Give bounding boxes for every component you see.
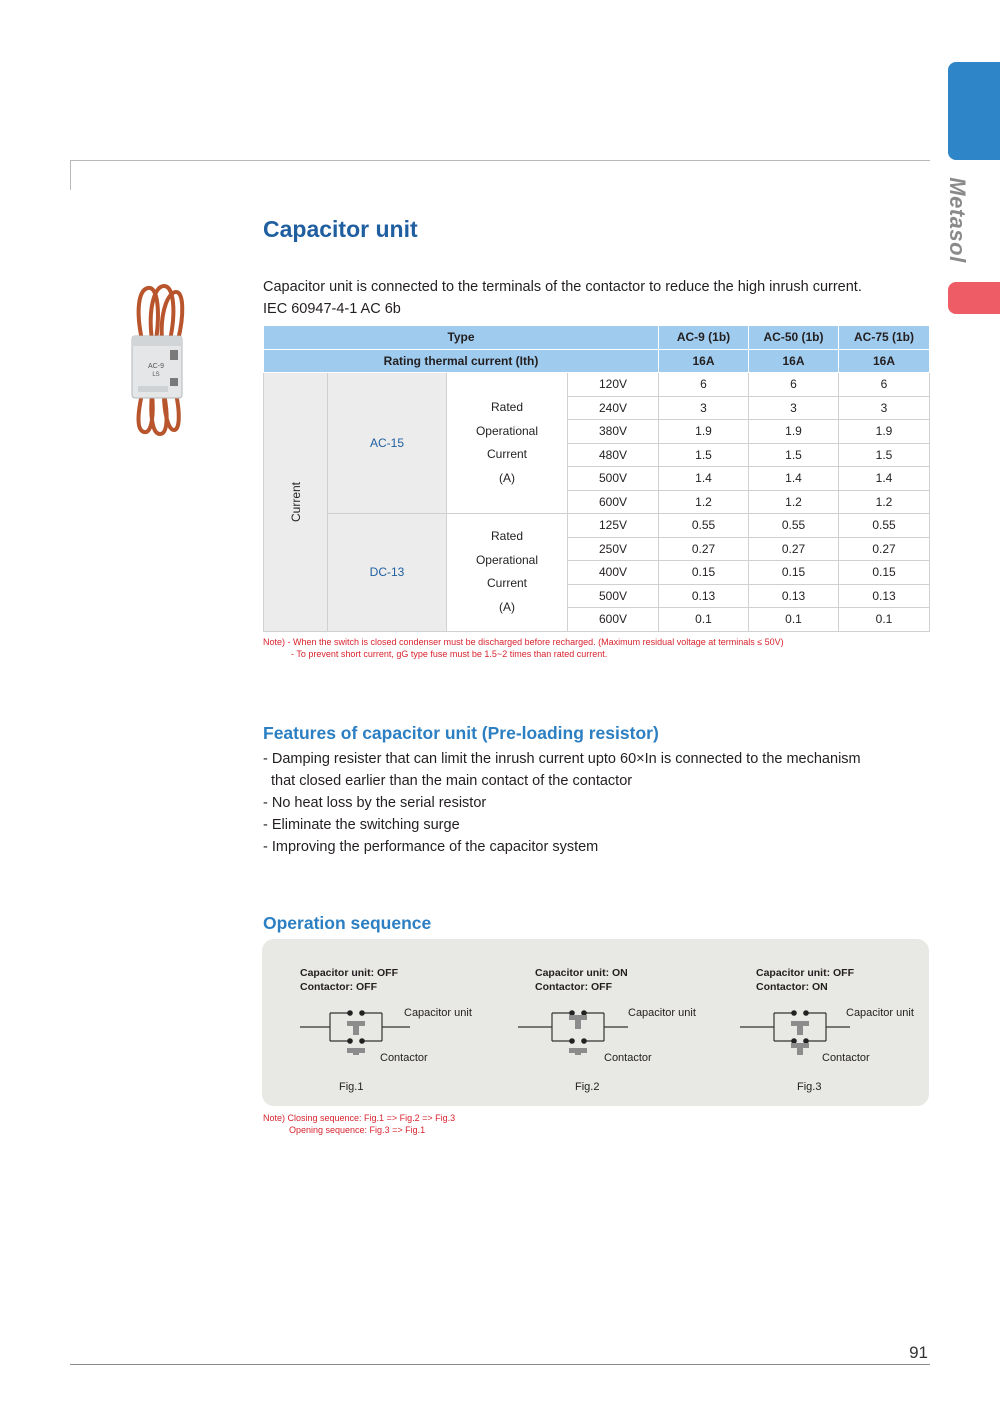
sequence-note bbox=[263, 1112, 455, 1136]
value-cell: 0.1 bbox=[659, 608, 749, 632]
figure-3 bbox=[740, 939, 960, 1106]
value-cell: 0.55 bbox=[659, 514, 749, 538]
figure-caption: Fig.2 bbox=[575, 1081, 600, 1093]
figure-2 bbox=[518, 939, 738, 1106]
desc-line: Operational bbox=[475, 552, 539, 567]
value-cell: 1.4 bbox=[839, 467, 930, 491]
voltage-cell: 600V bbox=[568, 608, 659, 632]
value-cell: 1.5 bbox=[749, 443, 839, 467]
rating-value: 16A bbox=[839, 349, 930, 373]
desc-line: (A) bbox=[499, 470, 515, 485]
dc-category: DC-13 bbox=[328, 514, 447, 632]
value-cell: 3 bbox=[839, 396, 930, 420]
model-header: AC-9 (1b) bbox=[659, 326, 749, 350]
value-cell: 0.1 bbox=[839, 608, 930, 632]
state-line: Capacitor unit: OFF bbox=[300, 967, 398, 979]
list-item: that closed earlier than the main contact of the contactor bbox=[271, 773, 633, 789]
page-number: 91 bbox=[909, 1343, 928, 1362]
value-cell: 0.27 bbox=[749, 537, 839, 561]
figure-state bbox=[300, 966, 398, 994]
desc-line: Current bbox=[486, 447, 527, 461]
value-cell: 0.15 bbox=[659, 561, 749, 585]
type-label: Type bbox=[264, 326, 659, 350]
value-cell: 0.13 bbox=[659, 584, 749, 608]
rating-value: 16A bbox=[659, 349, 749, 373]
note-line: Opening sequence: Fig.3 => Fig.1 bbox=[289, 1125, 426, 1135]
intro-text bbox=[263, 276, 862, 320]
current-label: Current bbox=[288, 481, 303, 522]
value-cell: 1.9 bbox=[749, 420, 839, 444]
value-cell: 0.55 bbox=[749, 514, 839, 538]
list-item: - Eliminate the switching surge bbox=[263, 817, 460, 833]
operation-figures-panel bbox=[262, 939, 929, 1106]
state-line: Contactor: OFF bbox=[300, 981, 377, 993]
figure-1 bbox=[300, 939, 520, 1106]
ac-category: AC-15 bbox=[328, 373, 447, 514]
list-item: - Damping resister that can limit the inrush current upto 60×In is connected to the mechanism bbox=[263, 751, 861, 767]
voltage-cell: 400V bbox=[568, 561, 659, 585]
value-cell: 6 bbox=[749, 373, 839, 397]
operation-heading: Operation sequence bbox=[263, 913, 432, 933]
list-item: - No heat loss by the serial resistor bbox=[263, 795, 487, 811]
capacitor-unit-image bbox=[118, 282, 198, 442]
voltage-cell: 500V bbox=[568, 584, 659, 608]
value-cell: 0.27 bbox=[839, 537, 930, 561]
voltage-cell: 120V bbox=[568, 373, 659, 397]
voltage-cell: 600V bbox=[568, 490, 659, 514]
list-item: - Improving the performance of the capacitor system bbox=[263, 839, 599, 855]
type-header-row bbox=[264, 326, 930, 350]
value-cell: 3 bbox=[749, 396, 839, 420]
voltage-cell: 500V bbox=[568, 467, 659, 491]
current-group-cell bbox=[264, 373, 328, 632]
voltage-cell: 250V bbox=[568, 537, 659, 561]
features-list bbox=[263, 748, 861, 858]
rating-label: Rating thermal current (Ith) bbox=[264, 349, 659, 373]
device-model-text: AC-9 bbox=[148, 363, 164, 370]
value-cell: 6 bbox=[839, 373, 930, 397]
model-header: AC-50 (1b) bbox=[749, 326, 839, 350]
desc-line: Rated bbox=[490, 400, 524, 414]
circuit-diagram bbox=[518, 1003, 628, 1055]
value-cell: 1.2 bbox=[659, 490, 749, 514]
desc-line: Current bbox=[486, 576, 527, 591]
desc-line: (A) bbox=[499, 599, 515, 614]
value-cell: 6 bbox=[659, 373, 749, 397]
value-cell: 1.5 bbox=[659, 443, 749, 467]
intro-line: IEC 60947-4-1 AC 6b bbox=[263, 301, 401, 317]
top-rule bbox=[70, 160, 930, 161]
table-row bbox=[264, 514, 930, 538]
value-cell: 1.4 bbox=[659, 467, 749, 491]
figure-state bbox=[535, 966, 628, 994]
table-note bbox=[263, 636, 784, 660]
value-cell: 0.1 bbox=[749, 608, 839, 632]
top-rule-tick bbox=[70, 160, 71, 190]
circuit-diagram bbox=[300, 1003, 410, 1055]
state-line: Capacitor unit: OFF bbox=[756, 967, 854, 979]
voltage-cell: 380V bbox=[568, 420, 659, 444]
note-line: Note) - When the switch is closed condenser must be discharged before recharged. (Maximum residual voltage at terminals ≤ 50V) bbox=[263, 637, 784, 647]
state-line: Contactor: OFF bbox=[535, 981, 612, 993]
voltage-cell: 240V bbox=[568, 396, 659, 420]
figure-caption: Fig.3 bbox=[797, 1081, 822, 1093]
value-cell: 1.2 bbox=[749, 490, 839, 514]
contactor-label: Contactor bbox=[822, 1052, 870, 1064]
voltage-cell: 125V bbox=[568, 514, 659, 538]
figure-state bbox=[756, 966, 854, 994]
value-cell: 0.15 bbox=[749, 561, 839, 585]
page-title: Capacitor unit bbox=[263, 216, 418, 242]
circuit-diagram bbox=[740, 1003, 850, 1055]
rating-row bbox=[264, 349, 930, 373]
rating-value: 16A bbox=[749, 349, 839, 373]
value-cell: 0.55 bbox=[839, 514, 930, 538]
value-cell: 1.9 bbox=[839, 420, 930, 444]
value-cell: 1.5 bbox=[839, 443, 930, 467]
intro-line: Capacitor unit is connected to the terminals of the contactor to reduce the high inrush current. bbox=[263, 279, 862, 295]
capacitor-unit-label: Capacitor unit bbox=[404, 1007, 472, 1019]
value-cell: 0.15 bbox=[839, 561, 930, 585]
desc-line: Operational bbox=[475, 423, 539, 438]
capacitor-unit-label: Capacitor unit bbox=[628, 1007, 696, 1019]
dc-description bbox=[447, 514, 568, 632]
state-line: Contactor: ON bbox=[756, 981, 828, 993]
spec-table bbox=[263, 325, 930, 632]
table-row bbox=[264, 373, 930, 397]
ac-description bbox=[447, 373, 568, 514]
contactor-label: Contactor bbox=[380, 1052, 428, 1064]
device-brand-text: LS bbox=[152, 372, 160, 378]
model-header: AC-75 (1b) bbox=[839, 326, 930, 350]
voltage-cell: 480V bbox=[568, 443, 659, 467]
value-cell: 1.2 bbox=[839, 490, 930, 514]
features-heading: Features of capacitor unit (Pre-loading resistor) bbox=[263, 723, 659, 743]
bottom-rule bbox=[70, 1364, 930, 1365]
capacitor-unit-label: Capacitor unit bbox=[846, 1007, 914, 1019]
desc-line: Rated bbox=[490, 529, 524, 544]
state-line: Capacitor unit: ON bbox=[535, 967, 628, 979]
note-line: Note) Closing sequence: Fig.1 => Fig.2 => Fig.3 bbox=[263, 1113, 456, 1123]
figure-caption: Fig.1 bbox=[339, 1081, 364, 1093]
value-cell: 1.9 bbox=[659, 420, 749, 444]
contactor-label: Contactor bbox=[604, 1052, 652, 1064]
brand-label: Metasol bbox=[945, 177, 970, 263]
value-cell: 0.13 bbox=[749, 584, 839, 608]
value-cell: 3 bbox=[659, 396, 749, 420]
value-cell: 1.4 bbox=[749, 467, 839, 491]
note-line: - To prevent short current, gG type fuse must be 1.5~2 times than rated current. bbox=[291, 649, 608, 659]
value-cell: 0.27 bbox=[659, 537, 749, 561]
value-cell: 0.13 bbox=[839, 584, 930, 608]
